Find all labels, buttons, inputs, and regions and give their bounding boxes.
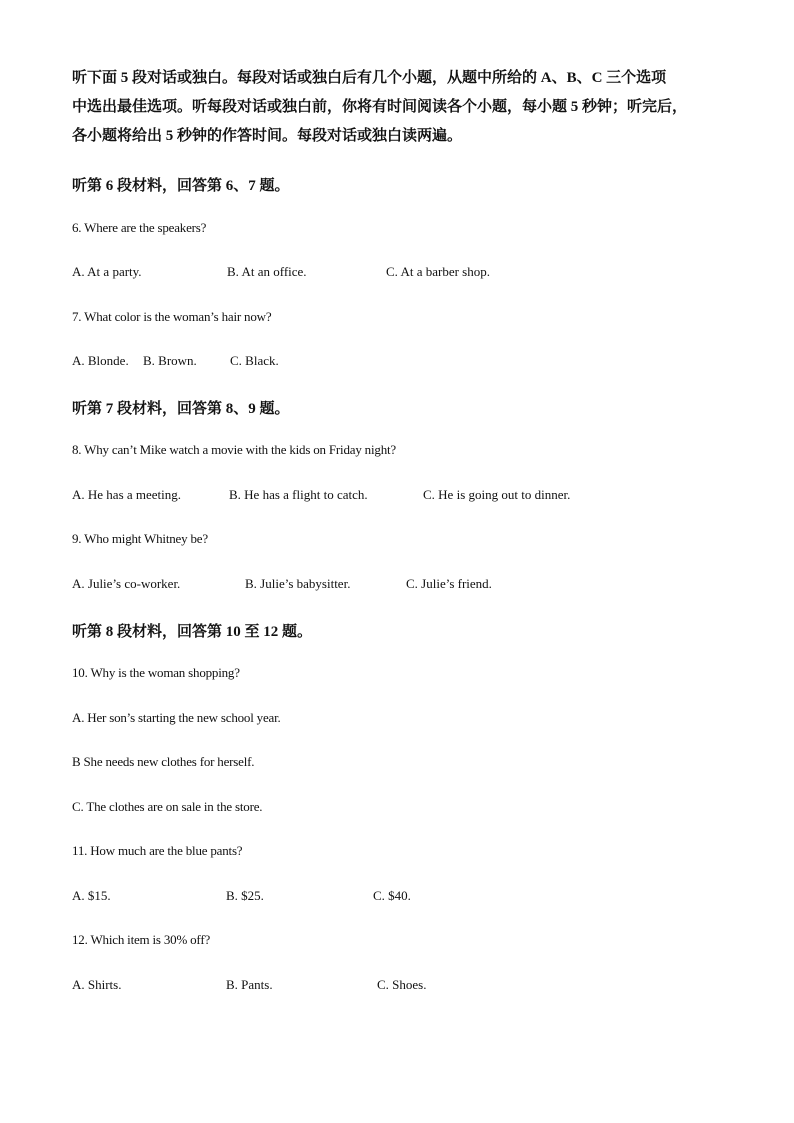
option-b[interactable]: B. Brown. — [143, 353, 197, 368]
question-12-stem: 12. Which item is 30% off? — [72, 932, 211, 947]
instruction-line: 听下面 5 段对话或独白。每段对话或独白后有几个小题，从题中所给的 A、B、C 三个选项 — [72, 70, 667, 86]
question-6-stem: 6. Where are the speakers? — [72, 220, 207, 235]
option-a[interactable]: A. Her son’s starting the new school year. — [72, 710, 281, 725]
instruction-line: 各小题将给出 5 秒钟的作答时间。每段对话或独白读两遍。 — [72, 128, 463, 144]
option-a[interactable]: A. Shirts. — [72, 977, 122, 992]
option-b[interactable]: B. $25. — [226, 888, 264, 903]
question-9-stem: 9. Who might Whitney be? — [72, 531, 208, 546]
question-8-options — [72, 487, 722, 505]
option-c[interactable]: C. He is going out to dinner. — [423, 487, 571, 502]
section-heading: 听第 6 段材料，回答第 6、7 题。 — [72, 178, 290, 194]
listening-instructions — [72, 64, 722, 151]
question-6-options — [72, 264, 722, 282]
option-a[interactable]: A. He has a meeting. — [72, 487, 182, 502]
option-a[interactable]: A. Blonde. — [72, 353, 129, 368]
option-b[interactable]: B. Julie’s babysitter. — [245, 576, 351, 591]
option-c[interactable]: C. $40. — [373, 888, 411, 903]
option-a[interactable]: A. $15. — [72, 888, 111, 903]
question-9-options — [72, 576, 722, 594]
option-a[interactable]: A. At a party. — [72, 264, 142, 279]
question-8-stem: 8. Why can’t Mike watch a movie with the kids on Friday night? — [72, 442, 396, 457]
option-c[interactable]: C. Julie’s friend. — [406, 576, 492, 591]
option-b[interactable]: B. At an office. — [227, 264, 307, 279]
option-c[interactable]: C. Black. — [230, 353, 279, 368]
question-11-options — [72, 888, 722, 906]
question-7-options — [72, 353, 722, 371]
option-c[interactable]: C. At a barber shop. — [386, 264, 490, 279]
option-c[interactable]: C. Shoes. — [377, 977, 427, 992]
question-12-options — [72, 977, 722, 995]
section-heading: 听第 8 段材料，回答第 10 至 12 题。 — [72, 624, 313, 640]
question-10-stem: 10. Why is the woman shopping? — [72, 665, 240, 680]
question-11-stem: 11. How much are the blue pants? — [72, 843, 243, 858]
section-heading: 听第 7 段材料，回答第 8、9 题。 — [72, 401, 290, 417]
option-c[interactable]: C. The clothes are on sale in the store. — [72, 799, 263, 814]
instruction-line: 中选出最佳选项。听每段对话或独白前，你将有时间阅读各个小题，每小题 5 秒钟；听完后， — [72, 99, 688, 115]
option-b[interactable]: B. Pants. — [226, 977, 273, 992]
option-a[interactable]: A. Julie’s co-worker. — [72, 576, 181, 591]
option-b[interactable]: B. He has a flight to catch. — [229, 487, 368, 502]
option-b[interactable]: B She needs new clothes for herself. — [72, 754, 255, 769]
question-7-stem: 7. What color is the woman’s hair now? — [72, 309, 272, 324]
